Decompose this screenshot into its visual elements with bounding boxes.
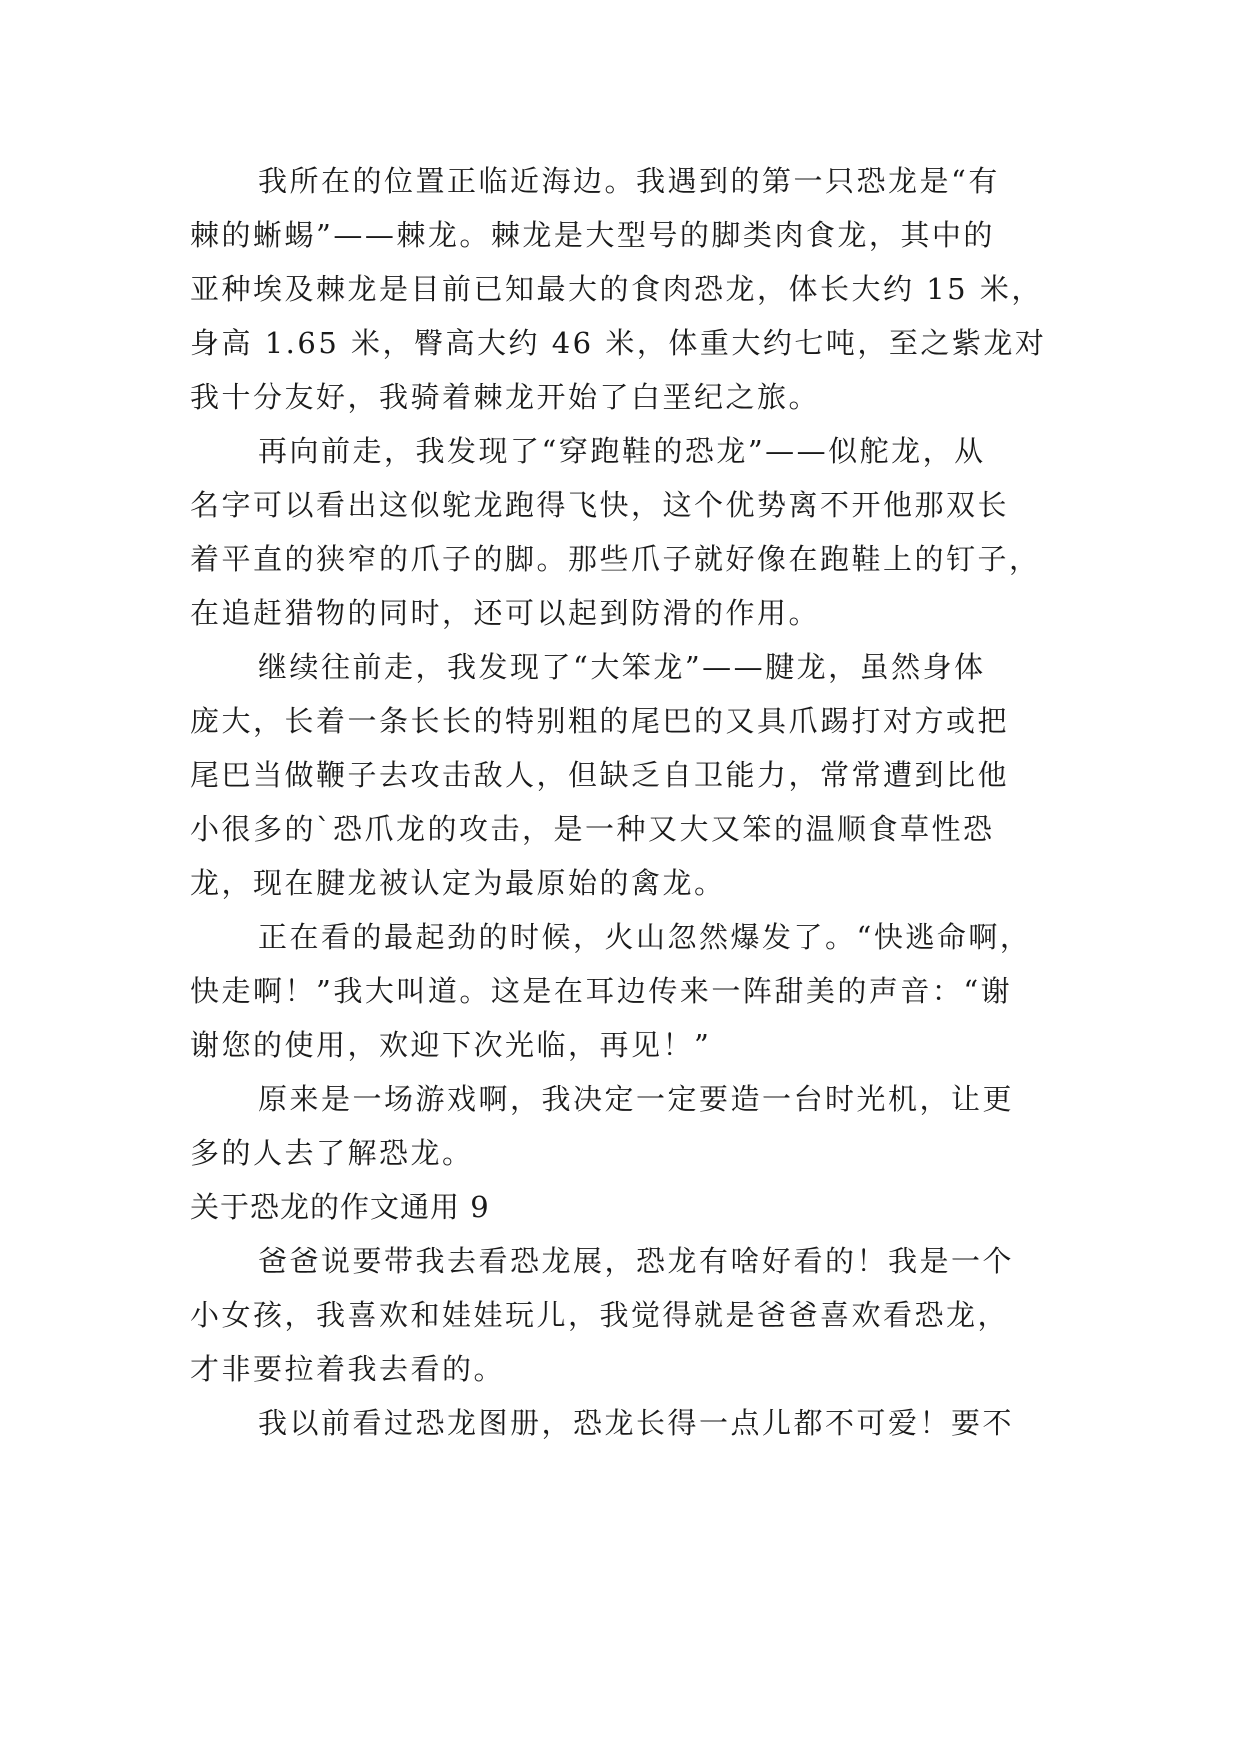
paragraph-line: 正在看的最起劲的时候，火山忽然爆发了。“快逃命啊， [258, 920, 1032, 954]
paragraph-line: 快走啊！”我大叫道。这是在耳边传来一阵甜美的声音：“谢 [190, 974, 1013, 1008]
paragraph-line: 再向前走，我发现了“穿跑鞋的恐龙”——似舵龙，从 [258, 434, 986, 468]
paragraph-line: 身高 1.65 米，臀高大约 46 米，体重大约七吨，至之紫龙对 [190, 326, 1047, 360]
paragraph-line: 尾巴当做鞭子去攻击敌人，但缺乏自卫能力，常常遭到比他 [190, 758, 1010, 792]
paragraph-line: 亚种埃及棘龙是目前已知最大的食肉恐龙，体长大约 15 米， [190, 272, 1043, 306]
section-heading: 关于恐龙的作文通用 9 [190, 1190, 490, 1224]
paragraph-line: 着平直的狭窄的爪子的脚。那些爪子就好像在跑鞋上的钉子， [190, 542, 1041, 576]
paragraph-line: 在追赶猎物的同时，还可以起到防滑的作用。 [190, 596, 821, 630]
paragraph-line: 原来是一场游戏啊，我决定一定要造一台时光机，让更 [258, 1082, 1015, 1116]
paragraph-line: 我所在的位置正临近海边。我遇到的第一只恐龙是“有 [258, 164, 1000, 198]
paragraph-line: 我以前看过恐龙图册，恐龙长得一点儿都不可爱！要不 [258, 1406, 1015, 1440]
paragraph-line: 龙，现在腱龙被认定为最原始的禽龙。 [190, 866, 726, 900]
paragraph-line: 小很多的`恐爪龙的攻击，是一种又大又笨的温顺食草性恐 [190, 812, 995, 846]
paragraph-line: 爸爸说要带我去看恐龙展，恐龙有啥好看的！我是一个 [258, 1244, 1015, 1278]
paragraph-line: 小女孩，我喜欢和娃娃玩儿，我觉得就是爸爸喜欢看恐龙， [190, 1298, 1010, 1332]
paragraph-line: 才非要拉着我去看的。 [190, 1352, 506, 1386]
paragraph-line: 我十分友好，我骑着棘龙开始了白垩纪之旅。 [190, 380, 821, 414]
paragraph-line: 庞大，长着一条长长的特别粗的尾巴的又具爪踢打对方或把 [190, 704, 1010, 738]
paragraph-line: 继续往前走，我发现了“大笨龙”——腱龙，虽然身体 [258, 650, 986, 684]
paragraph-line: 名字可以看出这似鸵龙跑得飞快，这个优势离不开他那双长 [190, 488, 1010, 522]
paragraph-line: 多的人去了解恐龙。 [190, 1136, 474, 1170]
paragraph-line: 谢您的使用，欢迎下次光临，再见！” [190, 1028, 712, 1062]
paragraph-line: 棘的蜥蜴”——棘龙。棘龙是大型号的脚类肉食龙，其中的 [190, 218, 995, 252]
